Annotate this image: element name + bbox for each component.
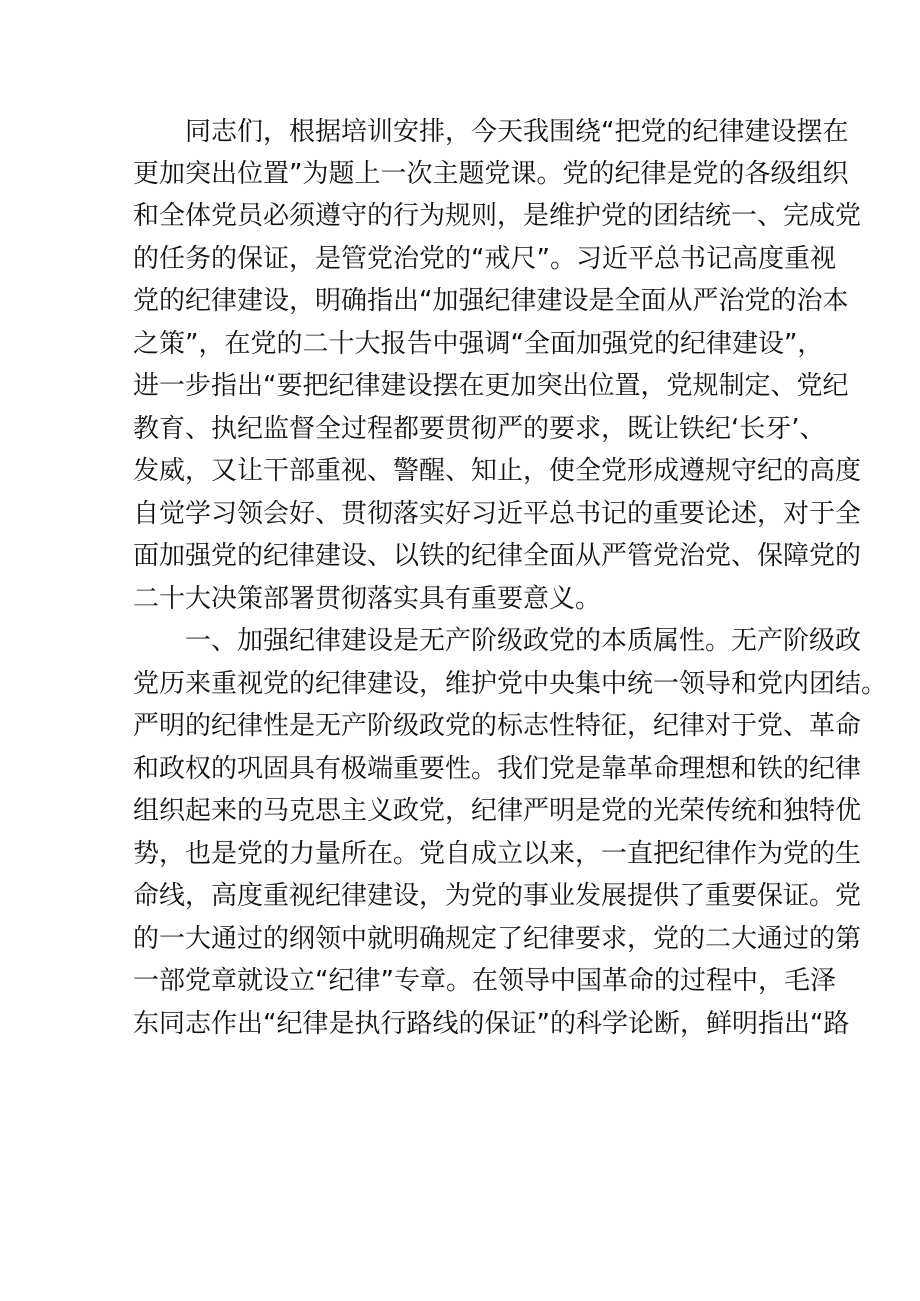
- paragraph-2-line: 一、加强纪律建设是无产阶级政党的本质属性。无产阶级政: [185, 626, 862, 656]
- paragraph-1-line: 和全体党员必须遵守的行为规则，是维护党的团结统一、完成党: [133, 201, 862, 231]
- paragraph-1-line: 发威，又让干部重视、警醒、知止，使全党形成遵规守纪的高度: [133, 456, 862, 486]
- paragraph-1-line: 之策”，在党的二十大报告中强调“全面加强党的纪律建设”，: [133, 329, 824, 359]
- paragraph-1-line: 面加强党的纪律建设、以铁的纪律全面从严管党治党、保障党的: [133, 541, 862, 571]
- paragraph-1-line: 的任务的保证，是管党治党的“戒尺”。习近平总书记高度重视: [133, 244, 836, 274]
- paragraph-2-line: 严明的纪律性是无产阶级政党的标志性特征，纪律对于党、革命: [133, 711, 862, 741]
- paragraph-1-line: 党的纪律建设，明确指出“加强纪律建设是全面从严治党的治本: [133, 286, 849, 316]
- paragraph-2-line: 东同志作出“纪律是执行路线的保证”的科学论断，鲜明指出“路: [133, 1009, 850, 1039]
- paragraph-1-line: 教育、执纪监督全过程都要贯彻严的要求，既让铁纪‘长牙’、: [133, 414, 826, 444]
- paragraph-1-line: 同志们，根据培训安排，今天我围绕“把党的纪律建设摆在: [185, 117, 849, 147]
- paragraph-2-line: 和政权的巩固具有极端重要性。我们党是靠革命理想和铁的纪律: [133, 754, 862, 784]
- paragraph-2-line: 的一大通过的纲领中就明确规定了纪律要求，党的二大通过的第: [133, 924, 862, 954]
- paragraph-1-line: 进一步指出“要把纪律建设摆在更加突出位置，党规制定、党纪: [133, 371, 849, 401]
- paragraph-1-line: 更加突出位置”为题上一次主题党课。党的纪律是党的各级组织: [133, 159, 849, 189]
- paragraph-2-line: 一部党章就设立“纪律”专章。在领导中国革命的过程中，毛泽: [133, 966, 836, 996]
- paragraph-1-line: 自觉学习领会好、贯彻落实好习近平总书记的重要论述，对于全: [133, 499, 862, 529]
- paragraph-2-line: 党历来重视党的纪律建设，维护党中央集中统一领导和党内团结。: [133, 669, 888, 699]
- paragraph-1-line: 二十大决策部署贯彻落实具有重要意义。: [133, 584, 602, 614]
- paragraph-2-line: 势，也是党的力量所在。党自成立以来，一直把纪律作为党的生: [133, 839, 862, 869]
- paragraph-2-line: 命线，高度重视纪律建设，为党的事业发展提供了重要保证。党: [133, 881, 862, 911]
- paragraph-2-line: 组织起来的马克思主义政党，纪律严明是党的光荣传统和独特优: [133, 796, 862, 826]
